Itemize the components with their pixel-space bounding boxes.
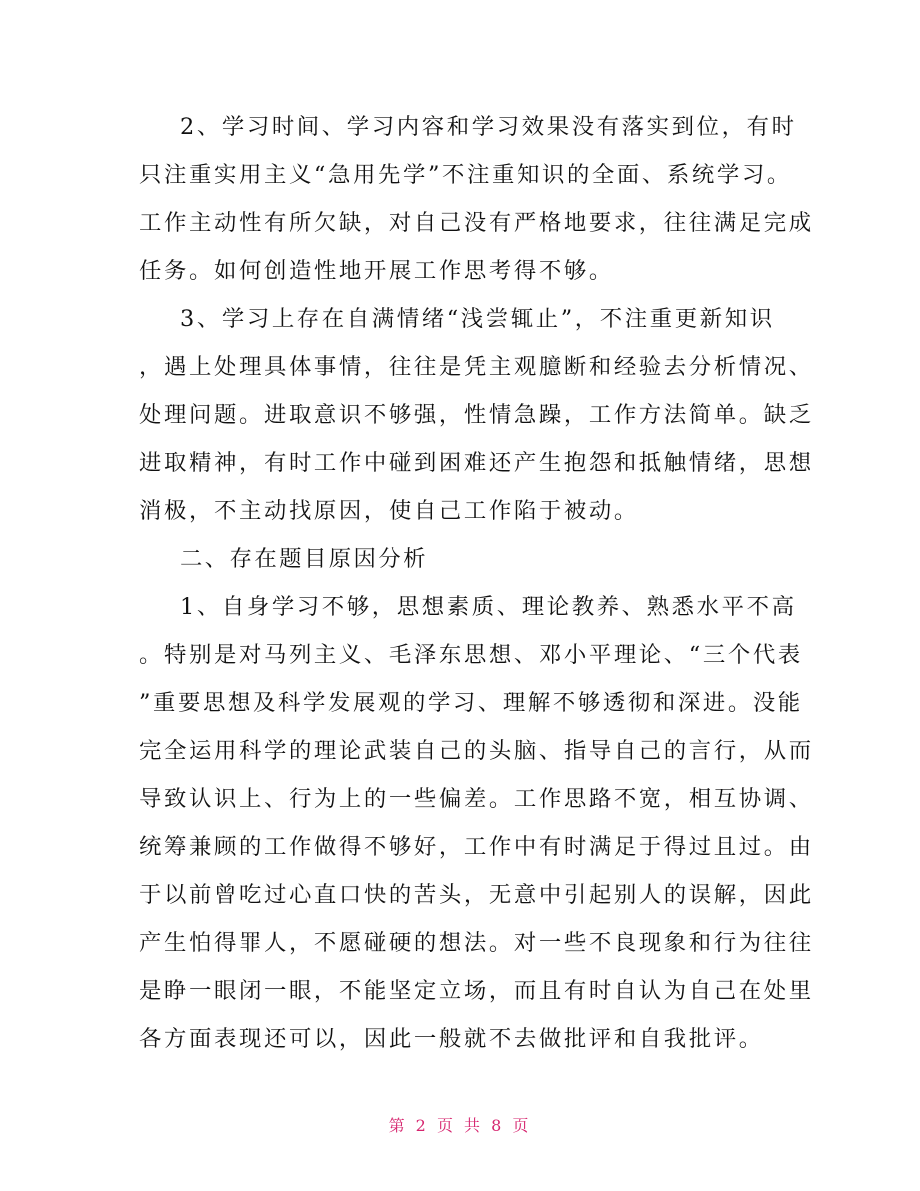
para3-line5: 导致认识上、行为上的一些偏差。工作思路不宽，相互协调、: [139, 786, 814, 812]
para2-line4: 进取精神，有时工作中碰到困难还产生抱怨和抵触情绪，思想: [139, 450, 814, 476]
para2-line5: 消极，不主动找原因，使自己工作陷于被动。: [139, 498, 639, 524]
para1-line1: 2、学习时间、学习内容和学习效果没有落实到位，有时: [180, 114, 797, 140]
para1-line2: 只注重实用主义“急用先学”不注重知识的全面、系统学习。: [139, 162, 792, 188]
section-heading: 二、存在题目原因分析: [180, 546, 428, 572]
para2-line3: 处理问题。进取意识不够强，性情急躁，工作方法简单。缺乏: [139, 402, 814, 428]
para3-line3: ”重要思想及科学发展观的学习、理解不够透彻和深进。没能: [139, 690, 803, 716]
para1-line4: 任务。如何创造性地开展工作思考得不够。: [139, 258, 614, 284]
para3-line1: 1、自身学习不够，思想素质、理论教养、熟悉水平不高: [180, 594, 797, 620]
para3-line9: 是睁一眼闭一眼，不能坚定立场，而且有时自认为自己在处里: [139, 978, 814, 1004]
para3-line6: 统筹兼顾的工作做得不够好，工作中有时满足于得过且过。由: [139, 834, 814, 860]
para3-line7: 于以前曾吃过心直口快的苦头，无意中引起别人的误解，因此: [139, 882, 814, 908]
para3-line8: 产生怕得罪人，不愿碰硬的想法。对一些不良现象和行为往往: [139, 930, 814, 956]
para3-line2: 。特别是对马列主义、毛泽东思想、邓小平理论、“三个代表: [139, 642, 803, 668]
para3-line4: 完全运用科学的理论武装自己的头脑、指导自己的言行，从而: [139, 738, 814, 764]
para1-line3: 工作主动性有所欠缺，对自己没有严格地要求，往往满足完成: [139, 210, 814, 236]
para3-line10: 各方面表现还可以，因此一般就不去做批评和自我批评。: [139, 1026, 764, 1052]
page-number: 第 2 页 共 8 页: [388, 1116, 532, 1135]
para2-line2: ，遇上处理具体事情，往往是凭主观臆断和经验去分析情况、: [139, 354, 814, 380]
para2-line1: 3、学习上存在自满情绪“浅尝辄止”，不注重更新知识: [180, 306, 775, 332]
